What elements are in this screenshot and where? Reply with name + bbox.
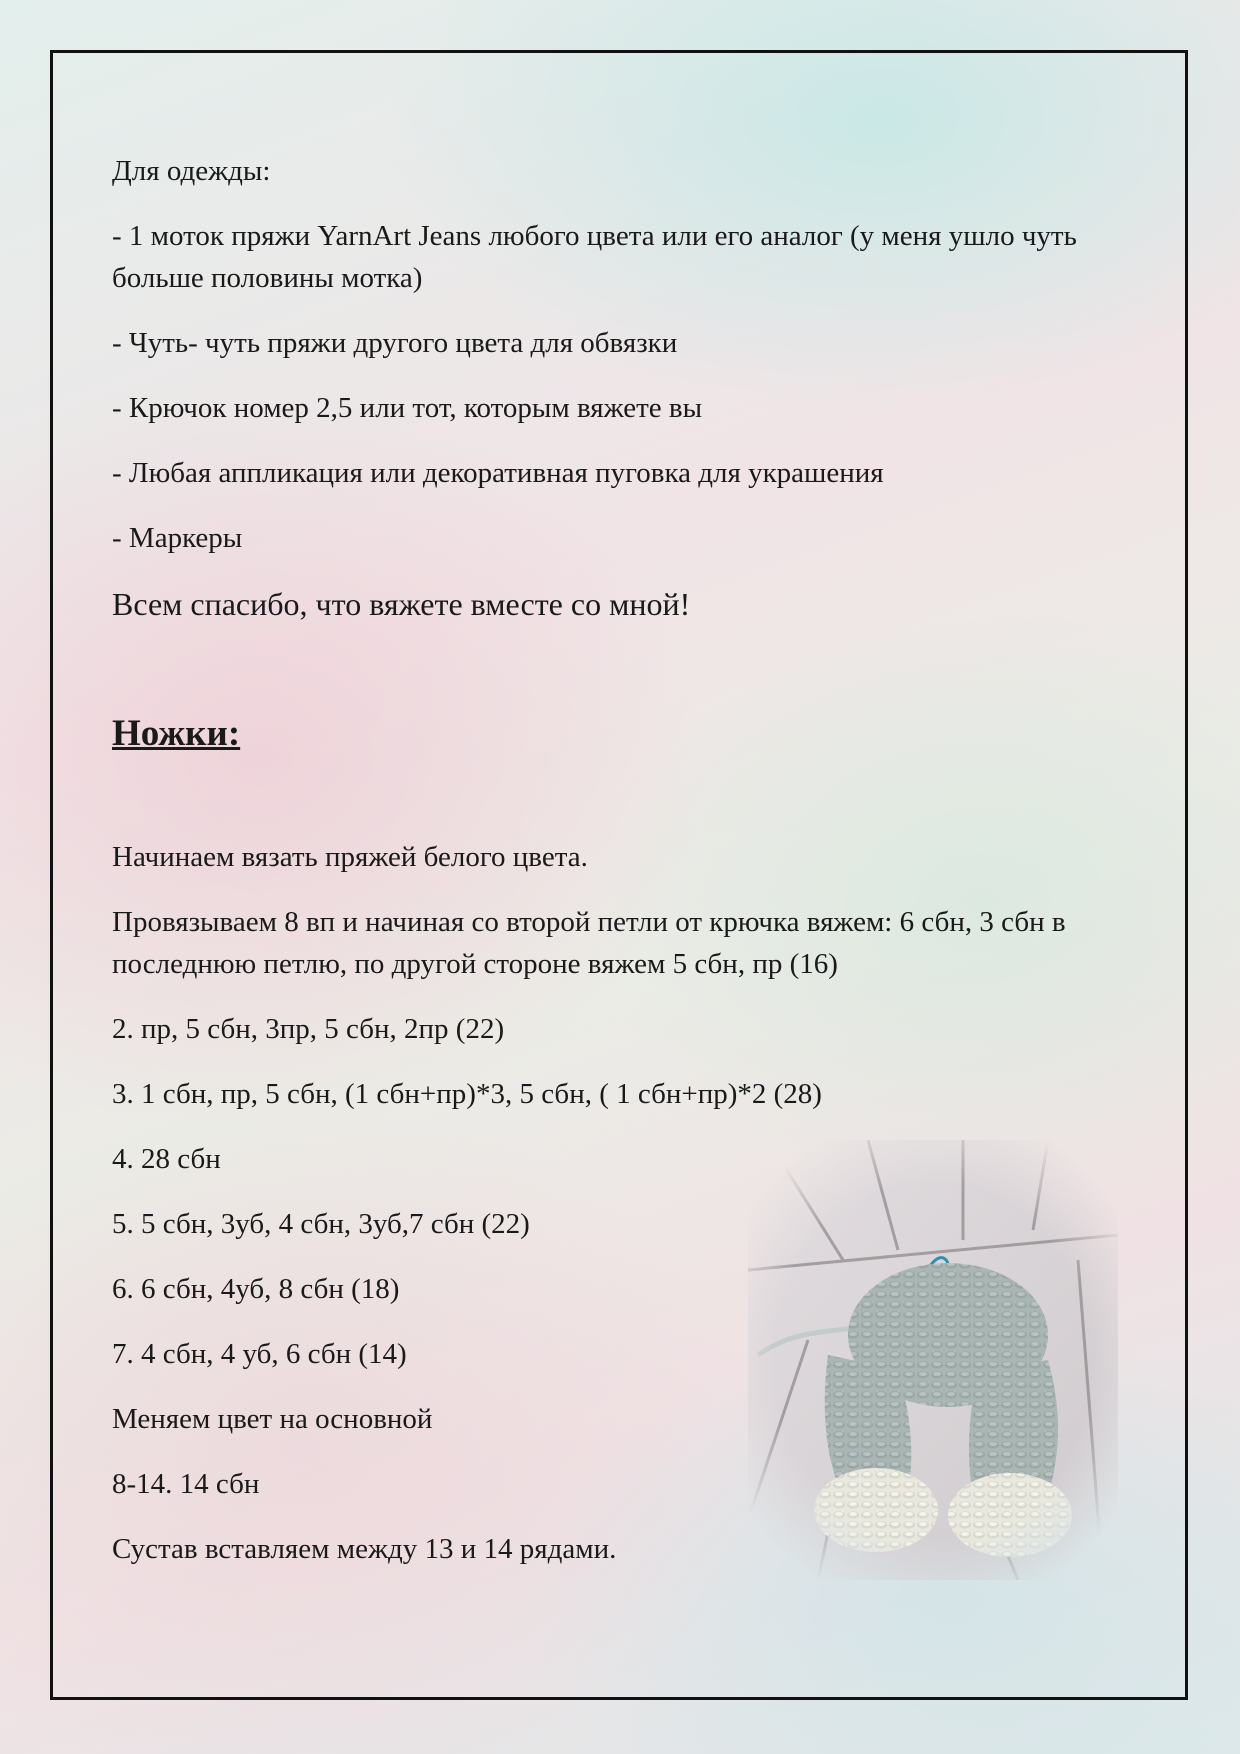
instruction-line: 7. 4 сбн, 4 уб, 6 сбн (14) (112, 1338, 407, 1370)
instruction-line: 2. пр, 5 сбн, 3пр, 5 сбн, 2пр (22) (112, 1013, 505, 1045)
section-title: Ножки: (112, 713, 241, 754)
instruction-line: Начинаем вязать пряжей белого цвета. (112, 841, 588, 873)
materials-item: - 1 моток пряжи YarnArt Jeans любого цвета или его аналог (у меня ушло чуть больше половины мотка) (112, 220, 1077, 294)
crochet-legs-photo (748, 1140, 1118, 1580)
instruction-line: 8-14. 14 сбн (112, 1468, 260, 1500)
instruction-line: 4. 28 сбн (112, 1143, 221, 1175)
instruction-line: 5. 5 сбн, 3уб, 4 сбн, 3уб,7 сбн (22) (112, 1208, 530, 1240)
materials-item: - Любая аппликация или декоративная пуговка для украшения (112, 457, 884, 489)
materials-item: - Крючок номер 2,5 или тот, которым вяжете вы (112, 392, 703, 424)
thanks-note: Всем спасибо, что вяжете вместе со мной! (112, 586, 691, 622)
instruction-line: 6. 6 сбн, 4уб, 8 сбн (18) (112, 1273, 400, 1305)
materials-intro: Для одежды: (112, 155, 271, 187)
instruction-line: Сустав вставляем между 13 и 14 рядами. (112, 1533, 617, 1565)
instruction-line: Меняем цвет на основной (112, 1403, 433, 1435)
materials-item: - Маркеры (112, 522, 243, 554)
instruction-line: Провязываем 8 вп и начиная со второй петли от крючка вяжем: 6 сбн, 3 сбн в последнюю петлю, по другой стороне вяжем 5 сбн, пр (16) (112, 906, 1066, 980)
materials-item: - Чуть- чуть пряжи другого цвета для обвязки (112, 327, 678, 359)
instruction-line: 3. 1 сбн, пр, 5 сбн, (1 сбн+пр)*3, 5 сбн, ( 1 сбн+пр)*2 (28) (112, 1078, 822, 1110)
